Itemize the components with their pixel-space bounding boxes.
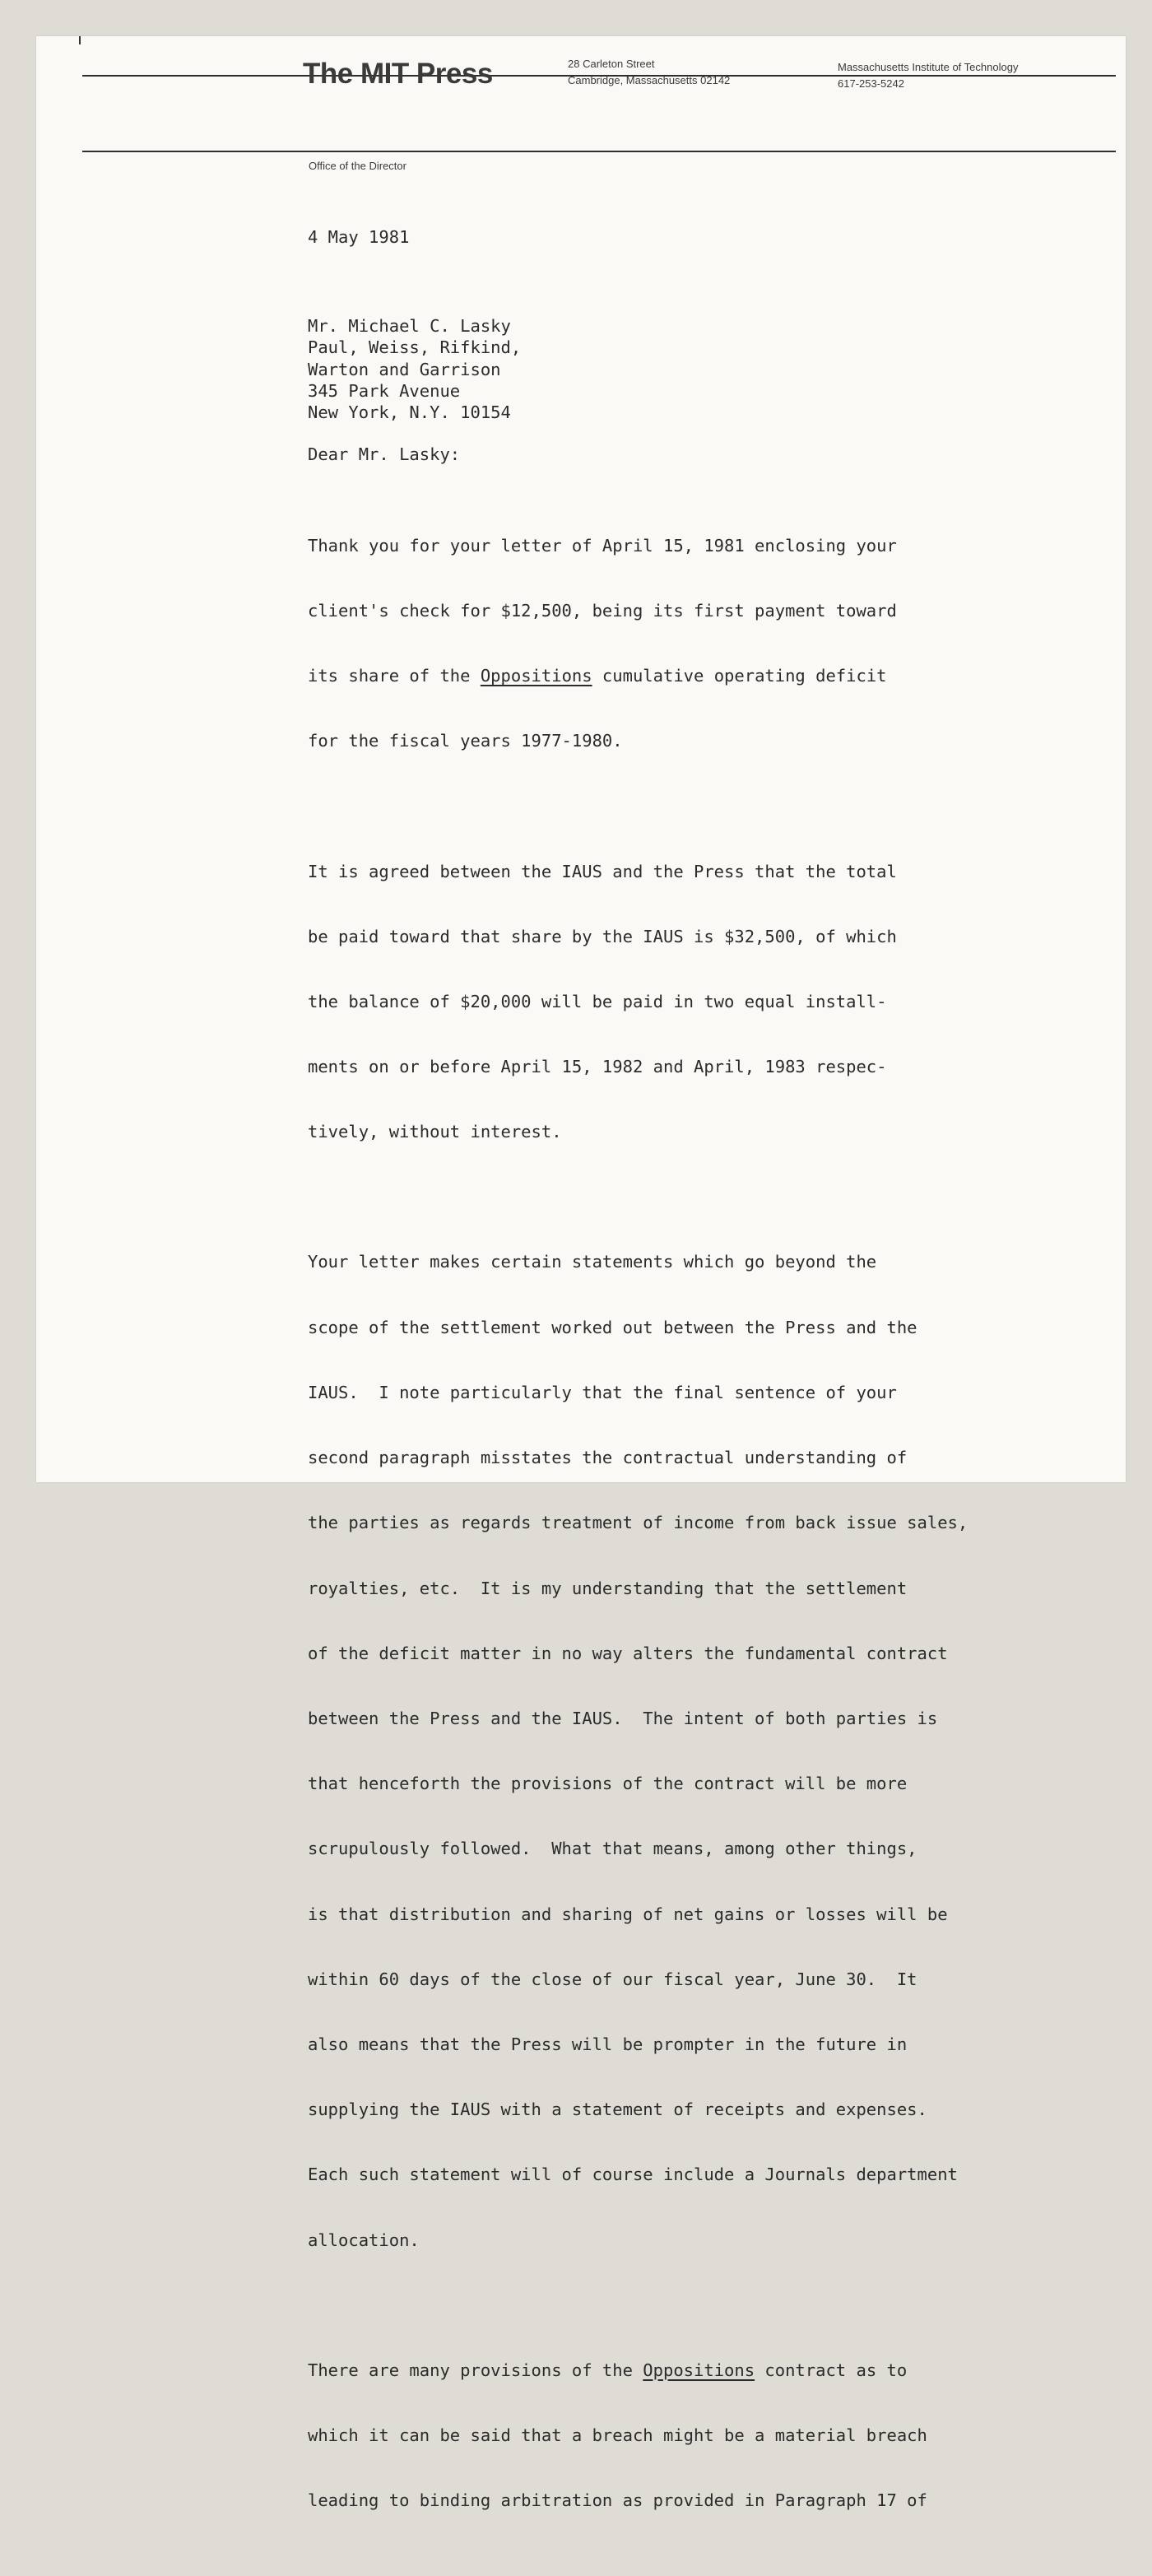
text-run: cumulative operating deficit bbox=[592, 666, 887, 686]
recipient-line: New York, N.Y. 10154 bbox=[308, 402, 511, 423]
body-line: tively, without interest. bbox=[308, 1122, 562, 1142]
corner-mark bbox=[79, 36, 81, 44]
paragraph-1 bbox=[308, 491, 1081, 796]
body-line: It is agreed between the IAUS and the Press that the total bbox=[308, 861, 897, 881]
body-line: of the deficit matter in no way alters the fundamental contract bbox=[308, 1643, 948, 1663]
body-line bbox=[308, 665, 1081, 686]
journal-title: Oppositions bbox=[480, 666, 592, 686]
body-line: royalties, etc. It is my understanding that the settlement bbox=[308, 1578, 908, 1598]
body-line: Thank you for your letter of April 15, 1981 enclosing your bbox=[308, 535, 897, 556]
paragraph-4 bbox=[308, 2316, 1081, 2555]
body-line: supplying the IAUS with a statement of receipts and expenses. bbox=[308, 2099, 927, 2120]
body-line: also means that the Press will be prompter in the future in bbox=[308, 2034, 908, 2055]
body-line: IAUS. I note particularly that the final sentence of your bbox=[308, 1382, 897, 1402]
paragraph-3 bbox=[308, 1208, 1081, 2295]
body-line: within 60 days of the close of our fiscal year, June 30. It bbox=[308, 1969, 917, 1989]
text-run: its share of the bbox=[308, 666, 481, 686]
body-line: second paragraph misstates the contractual understanding of bbox=[308, 1448, 908, 1468]
paragraph-2 bbox=[308, 817, 1081, 1187]
letter-date: 4 May 1981 bbox=[308, 227, 410, 247]
salutation: Dear Mr. Lasky: bbox=[308, 444, 461, 464]
body-line: Each such statement will of course include a Journals department bbox=[308, 2164, 958, 2185]
text-run: contract as to bbox=[755, 2360, 908, 2380]
institution-name: Massachusetts Institute of Technology bbox=[838, 61, 1019, 73]
body-line: between the Press and the IAUS. The intent of both parties is bbox=[308, 1708, 938, 1728]
body-line: for the fiscal years 1977-1980. bbox=[308, 731, 623, 751]
body-line: Your letter makes certain statements which go beyond the bbox=[308, 1252, 877, 1272]
body-line: be paid toward that share by the IAUS is $32,500, of which bbox=[308, 926, 897, 946]
body-line: scope of the settlement worked out between the Press and the bbox=[308, 1317, 917, 1337]
journal-title: Oppositions bbox=[643, 2360, 755, 2380]
body-line bbox=[308, 2360, 1081, 2381]
body-line: is that distribution and sharing of net gains or losses will be bbox=[308, 1904, 948, 1924]
body-line: scrupulously followed. What that means, among other things, bbox=[308, 1839, 917, 1859]
recipient-line: Warton and Garrison bbox=[308, 359, 501, 379]
body-line: the balance of $20,000 will be paid in two equal install- bbox=[308, 991, 887, 1011]
recipient-line: Paul, Weiss, Rifkind, bbox=[308, 337, 522, 358]
body-line: the parties as regards treatment of income from back issue sales, bbox=[308, 1513, 969, 1533]
body-line: that henceforth the provisions of the contract will be more bbox=[308, 1774, 908, 1794]
phone-number: 617-253-5242 bbox=[838, 77, 904, 90]
letterhead-bottom-rule bbox=[82, 151, 1116, 152]
institution-block bbox=[838, 59, 1018, 92]
office-label: Office of the Director bbox=[309, 160, 406, 172]
press-name: The MIT Press bbox=[303, 58, 493, 90]
body-line: client's check for $12,500, being its first payment toward bbox=[308, 601, 897, 621]
city-line: Cambridge, Massachusetts 02142 bbox=[568, 74, 731, 86]
body-line: allocation. bbox=[308, 2230, 420, 2250]
street-line: 28 Carleton Street bbox=[568, 58, 655, 70]
press-address bbox=[568, 56, 730, 89]
recipient-address bbox=[308, 315, 521, 423]
recipient-line: 345 Park Avenue bbox=[308, 380, 461, 401]
body-line: which it can be said that a breach might be a material breach bbox=[308, 2425, 927, 2445]
text-run: There are many provisions of the bbox=[308, 2360, 643, 2380]
body-line: ments on or before April 15, 1982 and April, 1983 respec- bbox=[308, 1057, 887, 1077]
letter-body bbox=[308, 491, 1081, 2576]
body-line: leading to binding arbitration as provided in Paragraph 17 of bbox=[308, 2490, 927, 2511]
recipient-line: Mr. Michael C. Lasky bbox=[308, 316, 511, 336]
